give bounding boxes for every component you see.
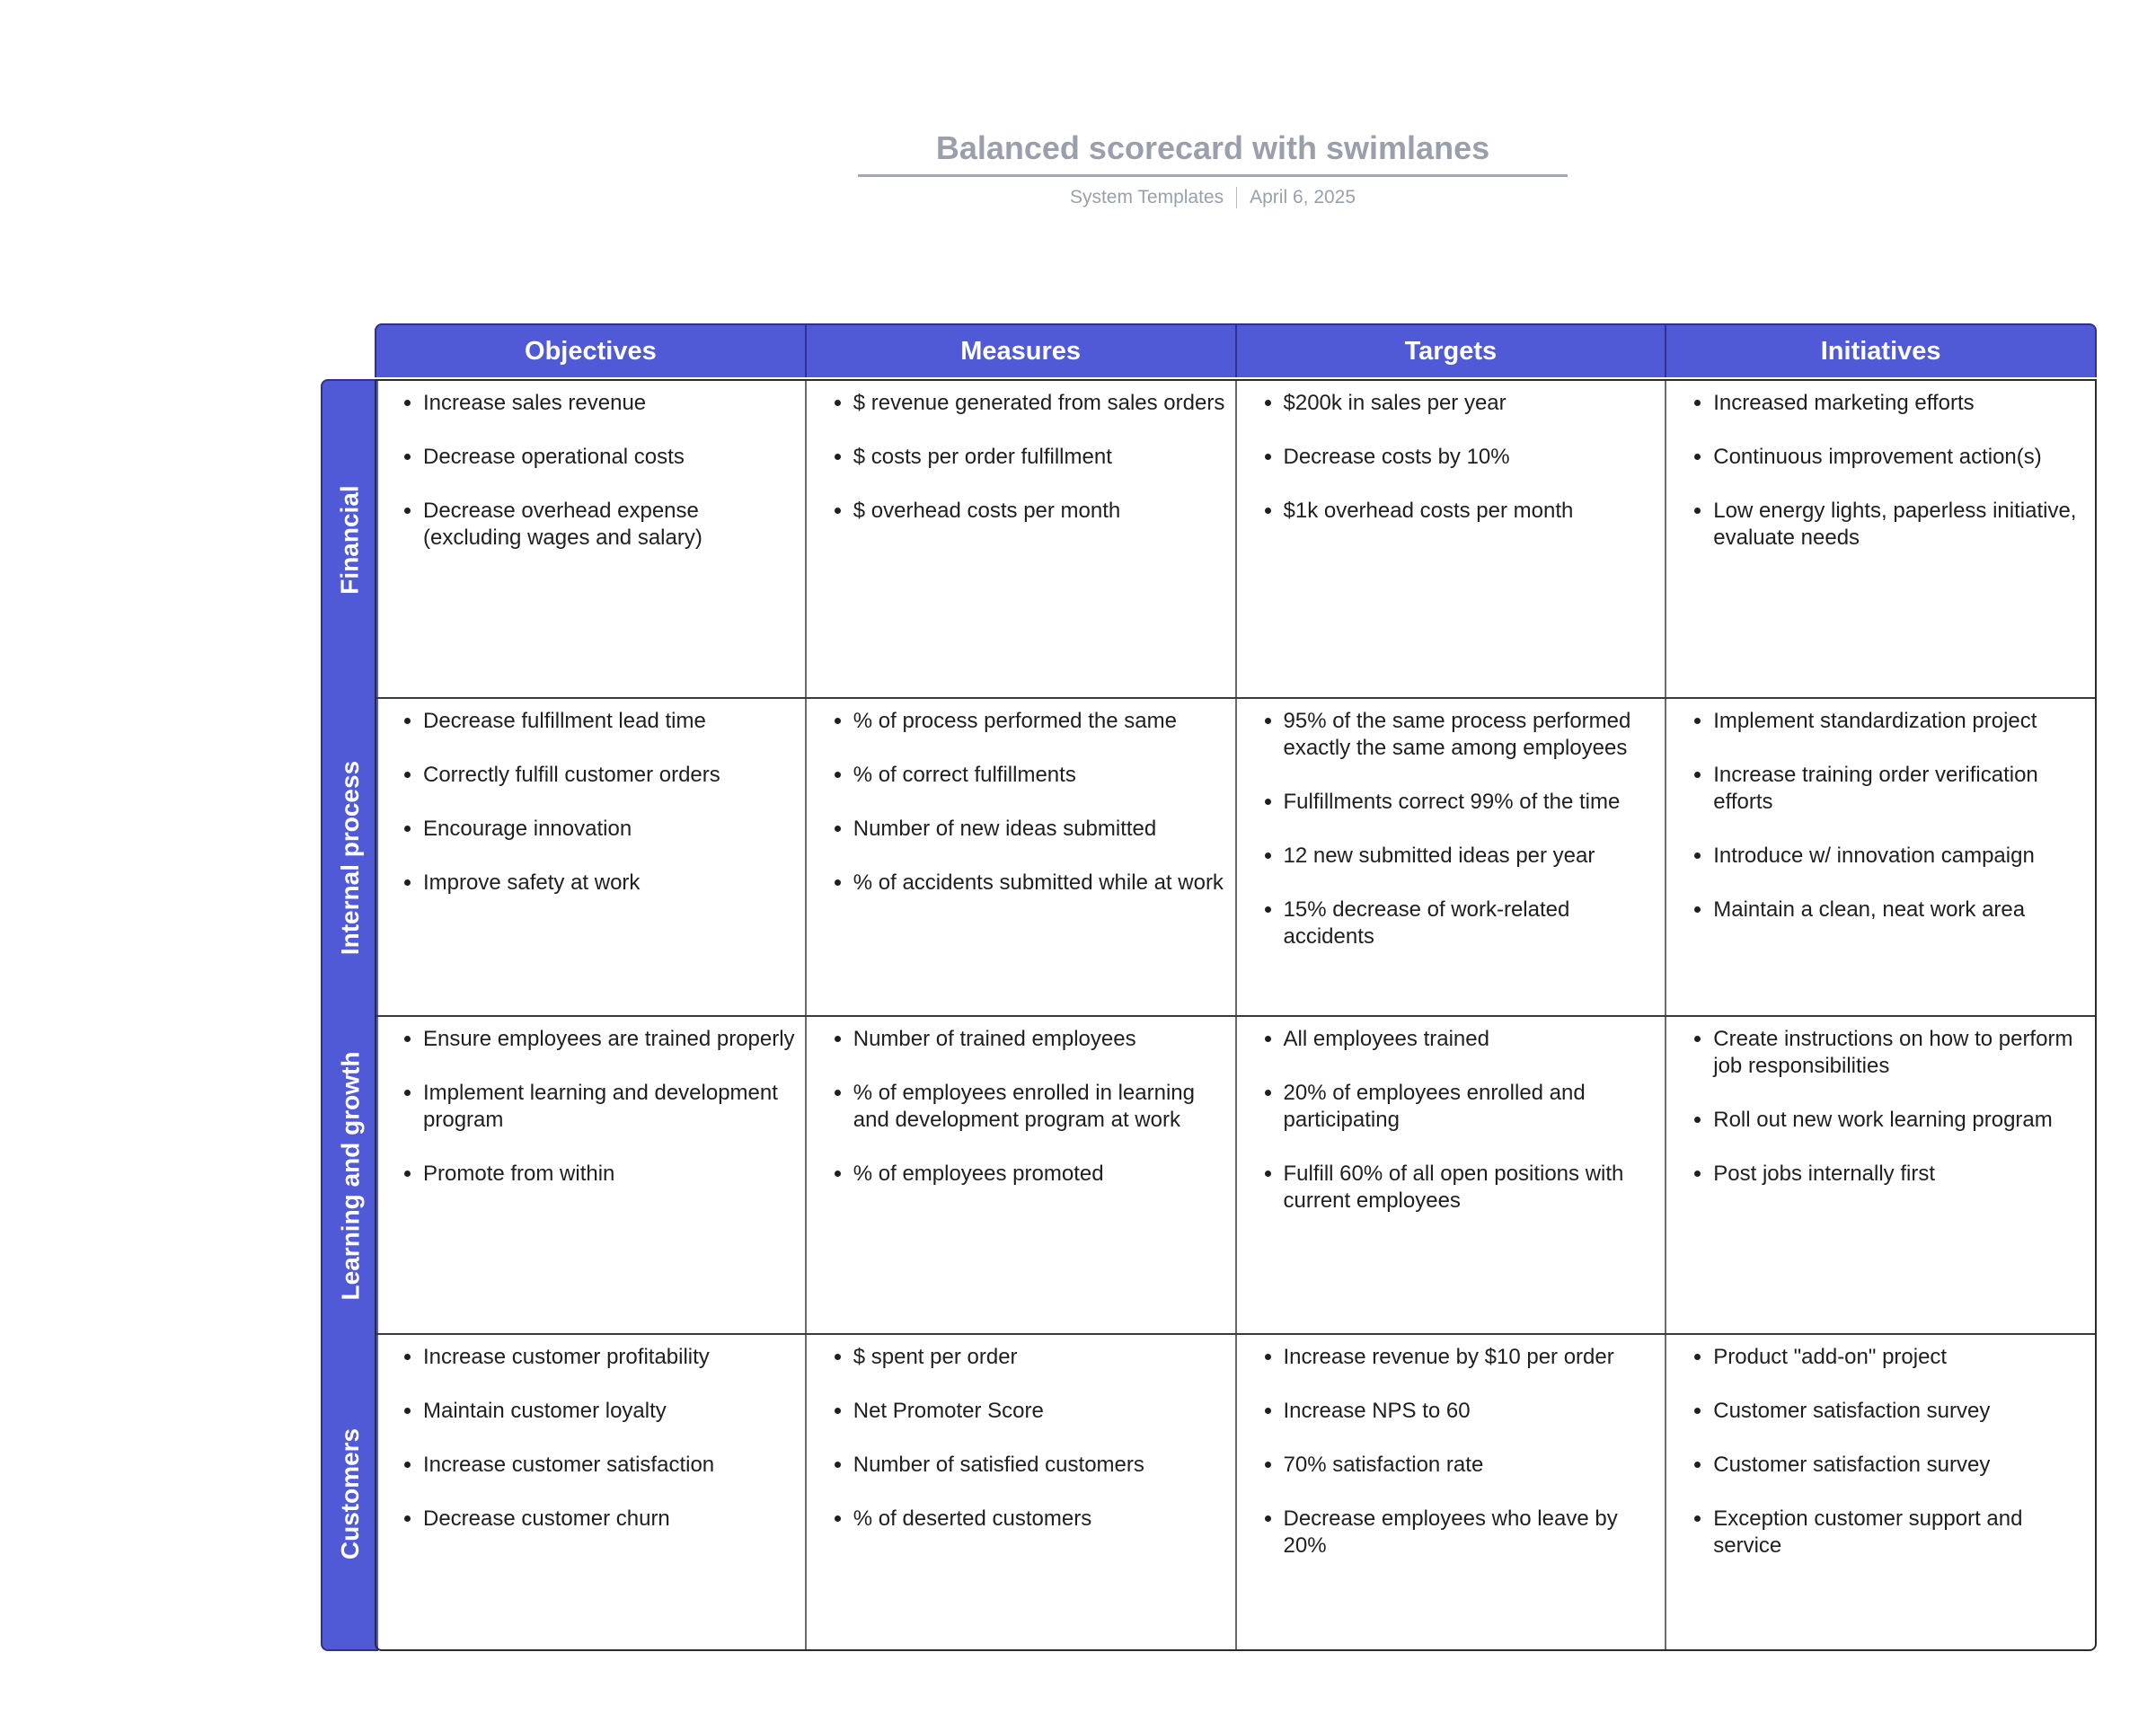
swimlane-label: Internal process	[336, 760, 364, 956]
swimlane-learning-and-growth[interactable]	[323, 1017, 378, 1335]
list-item: • Increase sales revenue	[423, 390, 798, 417]
bullet-list	[1237, 1026, 1658, 1215]
swimlane-internal-process[interactable]	[323, 699, 378, 1017]
scorecard-cell-measures[interactable]	[807, 1335, 1237, 1651]
list-item: • Roll out new work learning program	[1713, 1107, 2088, 1134]
bullet-list	[1666, 390, 2088, 552]
list-item: • Decrease overhead expense (excluding wages and salary)	[423, 498, 798, 552]
scorecard-cell-objectives[interactable]	[376, 1017, 807, 1333]
list-item: • Increase revenue by $10 per order	[1284, 1344, 1658, 1371]
list-item: • Post jobs internally first	[1713, 1161, 2088, 1188]
bullet-list	[376, 390, 798, 552]
list-item: • Net Promoter Score	[853, 1398, 1228, 1425]
column-header-objectives[interactable]: Objectives	[376, 325, 807, 377]
scorecard-cell-targets[interactable]	[1237, 381, 1667, 697]
column-header-initiatives[interactable]: Initiatives	[1820, 336, 1941, 366]
list-item: • Ensure employees are trained properly	[423, 1026, 798, 1053]
list-item: • $ overhead costs per month	[853, 498, 1228, 525]
list-item: • Improve safety at work	[423, 870, 798, 897]
swimlane-header-bar	[321, 379, 378, 1651]
list-item: • Number of new ideas submitted	[853, 816, 1228, 843]
scorecard-cell-targets[interactable]	[1237, 1017, 1667, 1333]
list-item: • % of correct fulfillments	[853, 762, 1228, 789]
swimlane-customers[interactable]	[323, 1335, 378, 1653]
scorecard-cell-measures[interactable]	[807, 699, 1237, 1015]
column-header-targets[interactable]: Targets	[1237, 325, 1667, 377]
list-item: • Implement standardization project	[1713, 708, 2088, 735]
list-item: • Encourage innovation	[423, 816, 798, 843]
list-item: • Increase training order verification efforts	[1713, 762, 2088, 816]
list-item: • Customer satisfaction survey	[1713, 1398, 2088, 1425]
list-item: • Promote from within	[423, 1161, 798, 1188]
scorecard-row-customers	[376, 1335, 2095, 1651]
list-item: • Correctly fulfill customer orders	[423, 762, 798, 789]
scorecard-row-learning-and-growth	[376, 1017, 2095, 1335]
column-header-measures[interactable]: Measures	[807, 325, 1237, 377]
scorecard-cell-objectives[interactable]	[376, 381, 807, 697]
list-item: • % of deserted customers	[853, 1506, 1228, 1533]
list-item: • Increase customer profitability	[423, 1344, 798, 1371]
swimlane-label: Learning and growth	[336, 1051, 365, 1301]
column-header-bar	[375, 323, 2097, 377]
list-item: • % of employees promoted	[853, 1161, 1228, 1188]
swimlane-label: Customers	[336, 1427, 365, 1560]
page-title[interactable]: Balanced scorecard with swimlanes	[858, 126, 1568, 177]
scorecard-row-internal-process	[376, 699, 2095, 1017]
list-item: • Continuous improvement action(s)	[1713, 444, 2088, 471]
list-item: • Low energy lights, paperless initiative, evaluate needs	[1713, 498, 2088, 552]
scorecard-cell-measures[interactable]	[807, 381, 1237, 697]
list-item: • 70% satisfaction rate	[1284, 1452, 1658, 1479]
scorecard-grid	[375, 379, 2097, 1651]
list-item: • Exception customer support and service	[1713, 1506, 2088, 1559]
list-item: • Customer satisfaction survey	[1713, 1452, 2088, 1479]
list-item: • 15% decrease of work-related accidents	[1284, 897, 1658, 950]
list-item: • Decrease operational costs	[423, 444, 798, 471]
list-item: • All employees trained	[1284, 1026, 1658, 1053]
list-item: • 12 new submitted ideas per year	[1284, 843, 1658, 870]
list-item: • Number of satisfied customers	[853, 1452, 1228, 1479]
document-meta	[858, 186, 1568, 209]
list-item: • Fulfill 60% of all open positions with current employees	[1284, 1161, 1658, 1215]
list-item: • 95% of the same process performed exactly the same among employees	[1284, 708, 1658, 762]
scorecard-cell-initiatives[interactable]	[1666, 699, 2095, 1015]
scorecard-cell-initiatives[interactable]	[1666, 381, 2095, 697]
bullet-list	[376, 708, 798, 897]
list-item: • Increase NPS to 60	[1284, 1398, 1658, 1425]
list-item: • Create instructions on how to perform job responsibilities	[1713, 1026, 2088, 1080]
list-item: • Number of trained employees	[853, 1026, 1228, 1053]
document-date: April 6, 2025	[1250, 187, 1356, 208]
bullet-list	[1666, 1026, 2088, 1188]
bullet-list	[807, 390, 1228, 525]
list-item: • Decrease fulfillment lead time	[423, 708, 798, 735]
scorecard-cell-objectives[interactable]	[376, 699, 807, 1015]
document-header	[858, 126, 1568, 209]
meta-divider	[1236, 187, 1237, 208]
scorecard-row-financial	[376, 381, 2095, 699]
list-item: • Increase customer satisfaction	[423, 1452, 798, 1479]
bullet-list	[376, 1026, 798, 1188]
bullet-list	[376, 1344, 798, 1533]
bullet-list	[1237, 708, 1658, 950]
list-item: • $ costs per order fulfillment	[853, 444, 1228, 471]
bullet-list	[1237, 390, 1658, 525]
scorecard-cell-objectives[interactable]	[376, 1335, 807, 1651]
bullet-list	[807, 1344, 1228, 1533]
scorecard-cell-initiatives[interactable]	[1666, 1017, 2095, 1333]
list-item: • % of accidents submitted while at work	[853, 870, 1228, 897]
list-item: • Maintain customer loyalty	[423, 1398, 798, 1425]
bullet-list	[1666, 1344, 2088, 1559]
scorecard-cell-targets[interactable]	[1237, 1335, 1667, 1651]
document-source: System Templates	[1069, 187, 1224, 208]
list-item: • Introduce w/ innovation campaign	[1713, 843, 2088, 870]
swimlane-financial[interactable]	[323, 381, 378, 699]
bullet-list	[1666, 708, 2088, 923]
scorecard-cell-targets[interactable]	[1237, 699, 1667, 1015]
bullet-list	[807, 1026, 1228, 1188]
list-item: • $ spent per order	[853, 1344, 1228, 1371]
list-item: • $1k overhead costs per month	[1284, 498, 1658, 525]
scorecard-cell-initiatives[interactable]	[1666, 1335, 2095, 1651]
list-item: • Decrease costs by 10%	[1284, 444, 1658, 471]
list-item: • % of process performed the same	[853, 708, 1228, 735]
list-item: • 20% of employees enrolled and participating	[1284, 1080, 1658, 1134]
list-item: • Decrease customer churn	[423, 1506, 798, 1533]
list-item: • Fulfillments correct 99% of the time	[1284, 789, 1658, 816]
scorecard-cell-measures[interactable]	[807, 1017, 1237, 1333]
list-item: • $200k in sales per year	[1284, 390, 1658, 417]
swimlane-label: Financial	[336, 485, 364, 595]
bullet-list	[807, 708, 1228, 897]
list-item: • % of employees enrolled in learning and development program at work	[853, 1080, 1228, 1134]
bullet-list	[1237, 1344, 1658, 1559]
list-item: • Product "add-on" project	[1713, 1344, 2088, 1371]
list-item: • Maintain a clean, neat work area	[1713, 897, 2088, 923]
list-item: • Decrease employees who leave by 20%	[1284, 1506, 1658, 1559]
list-item: • Increased marketing efforts	[1713, 390, 2088, 417]
list-item: • $ revenue generated from sales orders	[853, 390, 1228, 417]
list-item: • Implement learning and development program	[423, 1080, 798, 1134]
